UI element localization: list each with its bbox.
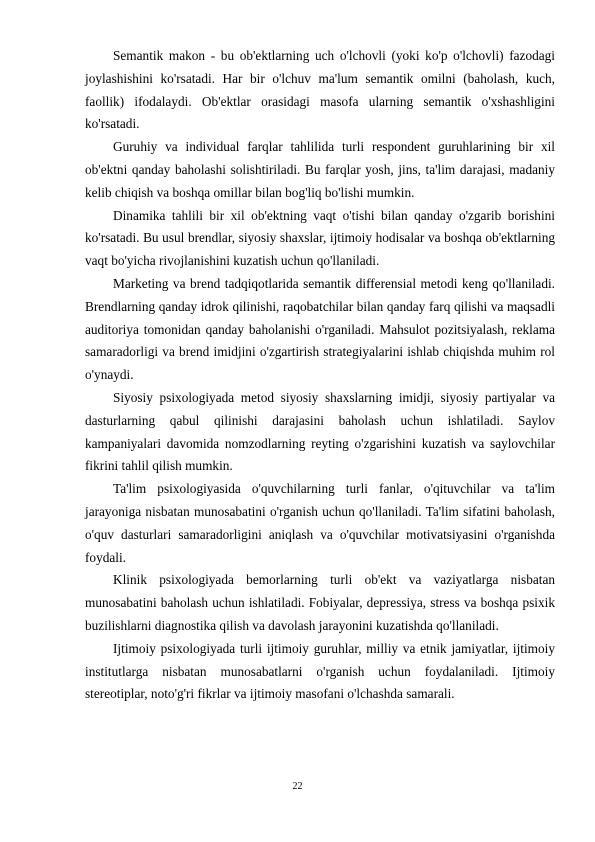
paragraph-educational-psychology: Ta'lim psixologiyasida o'quvchilarning turli fanlar, o'qituvchilar va ta'lim jarayoniga nisbatan munosabatini o'rganish uchun qo'llaniladi. Ta'lim sifatini baholash, o'quv dasturlari samaradorligini aniqlash va o'quvchilar motivatsiyasini o'rganishda foydali. — [85, 481, 555, 565]
paragraph-dynamics: Dinamika tahlili bir xil ob'ektning vaqt o'tishi bilan qanday o'zgarib borishini ko'rsatadi. Bu usul brendlar, siyosiy shaxslar, ijtimoiy hodisalar va boshqa ob'ektlarning vaqt bo'yicha rivojlanishini kuzatish uchun qo'llaniladi. — [85, 207, 555, 269]
paragraph-group-differences: Guruhiy va individual farqlar tahlilida turli respondent guruhlarining bir xil ob'ektni qanday baholashi solishtiriladi. Bu farqlar yosh, jins, ta'lim darajasi, madaniy kelib chiqish va boshqa omillar bilan bog'liq bo'lishi mumkin. — [85, 139, 555, 200]
page-number: 22 — [292, 781, 303, 792]
paragraph-political-psychology: Siyosiy psixologiyada metod siyosiy shaxslarning imidji, siyosiy partiyalar va dasturlarning qabul qilinishi darajasini baholash uchun ishlatiladi. Saylov kampaniyalari davomida nomzodlarning reyting o'zgarishini kuzatish va saylovchilar fikrini tahlil qilish mumkin. — [85, 389, 555, 474]
paragraph-clinical-psychology: Klinik psixologiyada bemorlarning turli ob'ekt va vaziyatlarga nisbatan munosabatini baholash uchun ishlatiladi. Fobiyalar, depressiya, stress va boshqa psixik buzilishlarni diagnostika qilish va davolash jarayonini kuzatishda qo'llaniladi. — [85, 572, 555, 633]
paragraph-semantic-space: Semantik makon - bu ob'ektlarning uch o'lchovli (yoki ko'p o'lchovli) fazodagi joylashishini ko'rsatadi. Har bir o'lchuv ma'lum semantik omilni (baholash, kuch, faollik) ifodalaydi. Ob'ektlar orasidagi masofa ularning semantik o'xshashligini ko'rsatadi. — [85, 48, 555, 132]
body-text — [85, 45, 555, 706]
paragraph-marketing: Marketing va brend tadqiqotlarida semantik differensial metodi keng qo'llaniladi. Brendlarning qanday idrok qilinishi, raqobatchilar bilan qanday farq qilishi va maqsadli auditoriya tomonidan qanday baholanishi o'rganiladi. Mahsulot pozitsiyalash, reklama samaradorligi va brend imidjini o'zgartirish strategiyalarini ishlab chiqishda muhim rol o'ynaydi. — [85, 275, 555, 383]
paragraph-social-psychology: Ijtimoiy psixologiyada turli ijtimoiy guruhlar, milliy va etnik jamiyatlar, ijtimoiy institutlarga nisbatan munosabatlarni o'rganish uchun foydalaniladi. Ijtimoiy stereotiplar, noto'g'ri fikrlar va ijtimoiy masofani o'lchashda samarali. — [85, 640, 555, 702]
